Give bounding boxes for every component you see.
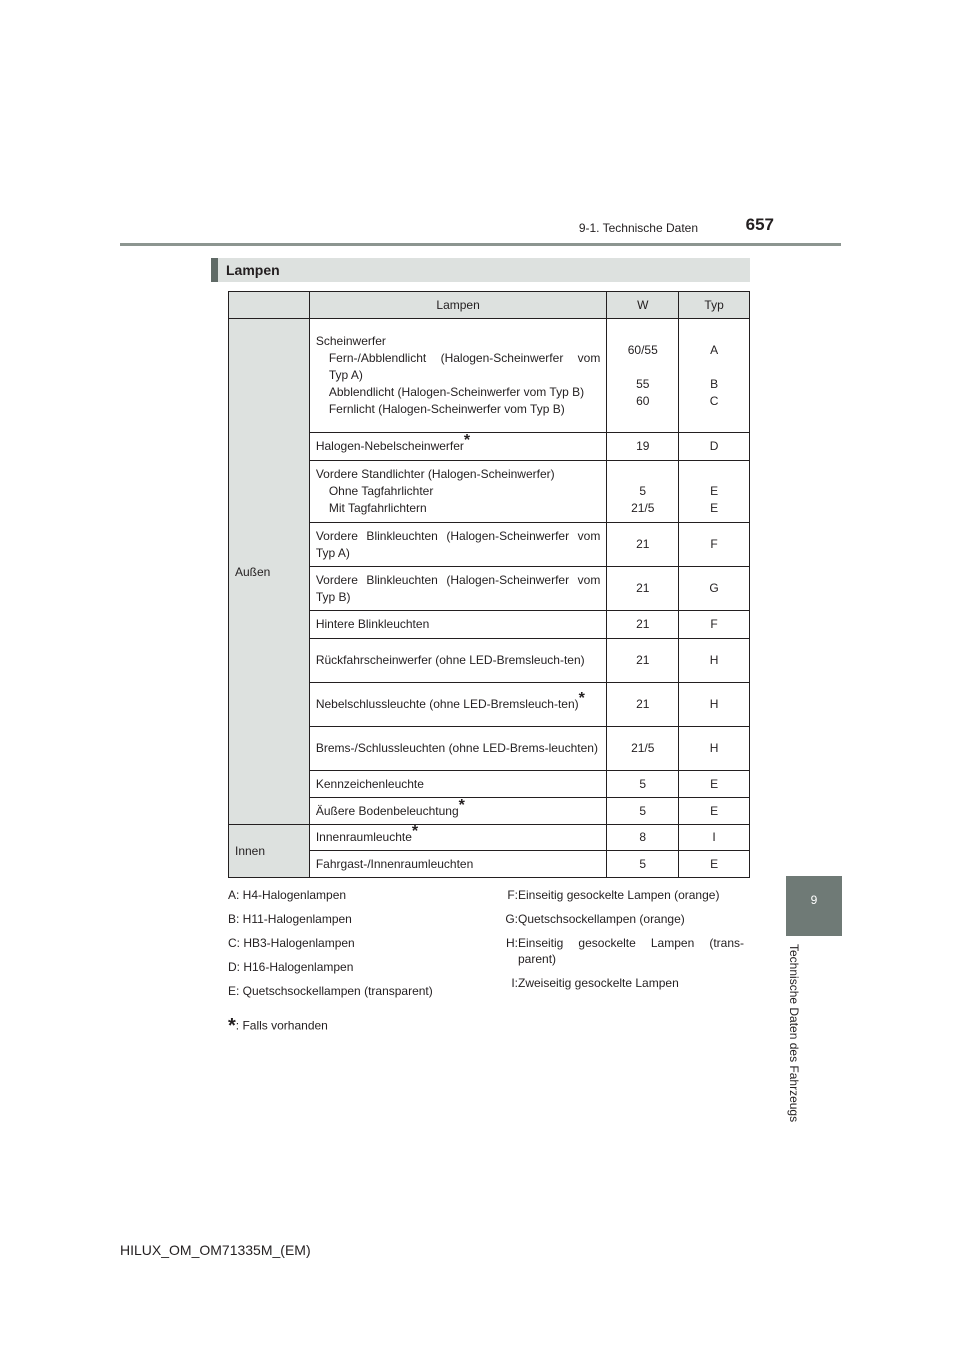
watt-cell: 5 xyxy=(607,798,679,825)
legend-item: G: Quetschsockellampen (orange) xyxy=(505,912,685,926)
watt-cell: 8 xyxy=(607,825,679,851)
chapter-tab-label: Technische Daten des Fahrzeugs xyxy=(787,944,801,1123)
type-value: B xyxy=(710,376,719,391)
legend-item: E: Quetschsockellampen (transparent) xyxy=(228,984,433,998)
watt-value: 60 xyxy=(636,393,650,408)
type-cell: H xyxy=(679,639,750,683)
watt-value: 21/5 xyxy=(631,501,655,515)
watt-value: 5 xyxy=(639,484,647,498)
watt-cell: 21 xyxy=(607,523,679,567)
lamp-cell: Nebelschlussleuchte (ohne LED-Bremsleuch-ten)* xyxy=(309,683,607,727)
type-cell: H xyxy=(679,683,750,727)
footnote-asterisk: * xyxy=(458,796,465,814)
lamp-sub: Abblendlicht (Halogen-Scheinwerfer vom Typ B) xyxy=(328,385,585,399)
watt-cell: 5 xyxy=(607,851,679,878)
header-w: W xyxy=(607,292,679,319)
legend-item: D: H16-Halogenlampen xyxy=(228,960,354,974)
lamp-sub: Fernlicht (Halogen-Scheinwerfer vom Typ B) xyxy=(328,402,565,416)
type-cell: E xyxy=(679,798,750,825)
lamp-cell: Rückfahrscheinwerfer (ohne LED-Bremsleuch-ten) xyxy=(309,639,607,683)
lamp-cell: Brems-/Schlussleuchten (ohne LED-Brems-leuchten) xyxy=(309,727,607,771)
watt-cell xyxy=(607,319,679,433)
running-header-section: 9-1. Technische Daten xyxy=(578,221,698,235)
page-number: 657 xyxy=(745,215,774,234)
lamp-cell xyxy=(309,461,607,523)
legend-item: I: Zweiseitig gesockelte Lampen xyxy=(511,976,679,990)
footnote xyxy=(228,1015,328,1038)
lamp-cell: Halogen-Nebelscheinwerfer* xyxy=(309,433,607,461)
type-value: A xyxy=(710,342,719,357)
watt-value: 55 xyxy=(636,376,650,391)
type-value: E xyxy=(710,484,719,498)
lamp-title: Vordere Standlichter (Halogen-Scheinwerfer) xyxy=(315,467,555,481)
watt-cell: 19 xyxy=(607,433,679,461)
watt-value: 60/55 xyxy=(627,342,658,357)
type-cell xyxy=(679,461,750,523)
footnote-star: * xyxy=(228,1015,236,1037)
header-empty-cell xyxy=(229,292,310,319)
type-cell: E xyxy=(679,771,750,798)
table-row xyxy=(229,825,750,851)
legend-item: A: H4-Halogenlampen xyxy=(228,888,347,902)
header-rule xyxy=(120,243,841,246)
footnote-text: : Falls vorhanden xyxy=(235,1018,328,1033)
lamp-cell: Fahrgast-/Innenraumleuchten xyxy=(309,851,607,878)
section-title: Lampen xyxy=(211,258,750,282)
chapter-tab: 9 xyxy=(786,876,842,936)
lamp-cell: Hintere Blinkleuchten xyxy=(309,611,607,639)
header-lampen: Lampen xyxy=(309,292,607,319)
watt-cell: 21 xyxy=(607,611,679,639)
table-header-row xyxy=(229,292,750,319)
legend-item: H: Einseitig gesockelte Lampen (trans-parent) xyxy=(506,936,744,966)
table-row xyxy=(229,319,750,433)
type-value: C xyxy=(709,393,719,408)
document-code: HILUX_OM_OM71335M_(EM) xyxy=(120,1242,311,1258)
lamp-cell: Kennzeichenleuchte xyxy=(309,771,607,798)
location-cell-innen: Innen xyxy=(229,825,310,878)
watt-cell: 21/5 xyxy=(607,727,679,771)
legend-item: F: Einseitig gesockelte Lampen (orange) xyxy=(507,888,720,902)
lamp-cell xyxy=(309,319,607,433)
lamp-cell: Vordere Blinkleuchten (Halogen-Scheinwerfer vom Typ A) xyxy=(309,523,607,567)
type-cell: I xyxy=(679,825,750,851)
legend-left xyxy=(228,887,468,1007)
watt-cell: 21 xyxy=(607,567,679,611)
watt-cell: 21 xyxy=(607,683,679,727)
watt-cell: 21 xyxy=(607,639,679,683)
type-cell: G xyxy=(679,567,750,611)
location-cell-aussen: Außen xyxy=(229,319,310,825)
footnote-asterisk: * xyxy=(578,690,585,707)
lamp-sub: Mit Tagfahrlichtern xyxy=(328,501,427,515)
header-typ: Typ xyxy=(679,292,750,319)
type-cell xyxy=(679,319,750,433)
type-value: E xyxy=(710,501,719,515)
lamp-sub: Fern-/Abblendlicht (Halogen-Scheinwerfer vom Typ A) xyxy=(328,351,601,382)
type-cell: F xyxy=(679,611,750,639)
type-cell: E xyxy=(679,851,750,878)
legend-item: C: HB3-Halogenlampen xyxy=(228,936,355,950)
lamp-sub: Ohne Tagfahrlichter xyxy=(328,484,434,498)
lamp-table xyxy=(228,291,750,878)
lamp-cell: Äußere Bodenbeleuchtung* xyxy=(309,798,607,825)
type-cell: H xyxy=(679,727,750,771)
lamp-cell: Innenraumleuchte* xyxy=(309,825,607,851)
legend-item: B: H11-Halogenlampen xyxy=(228,912,352,926)
watt-cell xyxy=(607,461,679,523)
footnote-asterisk: * xyxy=(463,432,471,449)
legend-right xyxy=(498,887,744,999)
lamp-cell: Vordere Blinkleuchten (Halogen-Scheinwerfer vom Typ B) xyxy=(309,567,607,611)
footnote-asterisk: * xyxy=(411,823,419,840)
type-cell: D xyxy=(679,433,750,461)
watt-cell: 5 xyxy=(607,771,679,798)
type-cell: F xyxy=(679,523,750,567)
lamp-title: Scheinwerfer xyxy=(315,334,386,348)
